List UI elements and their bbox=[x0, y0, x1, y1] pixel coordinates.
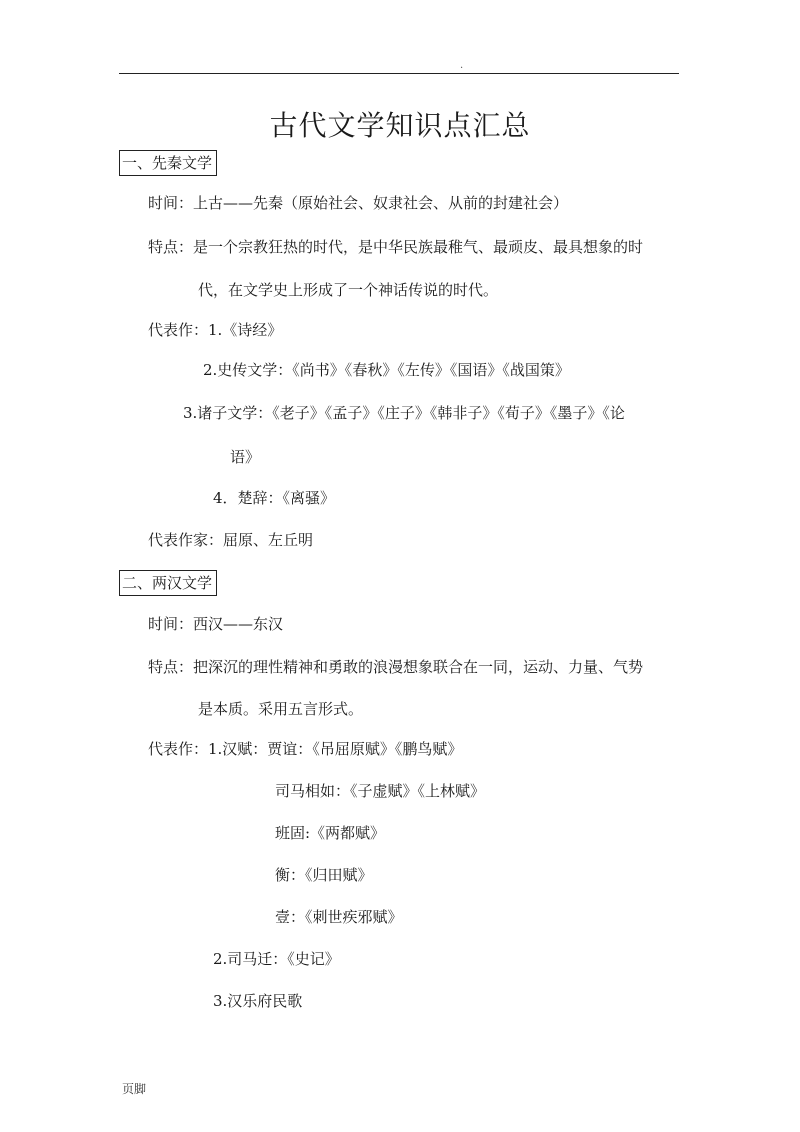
section2-works-1-yi: 壹：《刺世疾邪赋》 bbox=[275, 908, 403, 926]
section1-works-1: 代表作：1.《诗经》 bbox=[148, 321, 283, 339]
section2-feature-line2: 是本质。采用五言形式。 bbox=[198, 700, 364, 718]
page-title: 古代文学知识点汇总 bbox=[269, 109, 531, 142]
section1-time: 时间：上古——先秦（原始社会、奴隶社会、从前的封建社会） bbox=[148, 194, 569, 212]
section1-works-3-cont: 语》 bbox=[230, 448, 261, 466]
section1-feature-line1: 特点：是一个宗教狂热的时代，是中华民族最稚气、最顽皮、最具想象的时 bbox=[148, 238, 644, 256]
section1-works-3: 3.诸子文学：《老子》《孟子》《庄子》《韩非子》《荀子》《墨子》《论 bbox=[183, 404, 625, 422]
section1-authors: 代表作家：屈原、左丘明 bbox=[148, 531, 314, 549]
header-mark: . bbox=[460, 60, 464, 71]
section2-works-2: 2.司马迁：《史记》 bbox=[213, 950, 340, 968]
section-heading-pre-qin: 一、先秦文学 bbox=[119, 150, 217, 176]
page-footer: 页脚 bbox=[122, 1082, 147, 1096]
section2-works-1-sima: 司马相如：《子虚赋》《上林赋》 bbox=[275, 782, 486, 800]
section2-works-1: 代表作：1.汉赋：贾谊：《吊屈原赋》《鹏鸟赋》 bbox=[148, 740, 463, 758]
header-rule bbox=[119, 73, 679, 74]
section1-works-2: 2.史传文学：《尚书》《春秋》《左传》《国语》《战国策》 bbox=[203, 361, 570, 379]
section-heading-han: 二、两汉文学 bbox=[119, 570, 217, 596]
section1-works-4: 4．楚辞：《离骚》 bbox=[213, 489, 336, 507]
section2-works-1-heng: 衡：《归田赋》 bbox=[275, 866, 373, 884]
section1-feature-line2: 代，在文学史上形成了一个神话传说的时代。 bbox=[198, 281, 499, 299]
section2-time: 时间：西汉——东汉 bbox=[148, 615, 284, 633]
section2-works-1-bangu: 班固:《两都赋》 bbox=[275, 824, 386, 842]
section2-feature-line1: 特点：把深沉的理性精神和勇敢的浪漫想象联合在一同，运动、力量、气势 bbox=[148, 658, 644, 676]
section2-works-3: 3.汉乐府民歌 bbox=[213, 992, 303, 1010]
